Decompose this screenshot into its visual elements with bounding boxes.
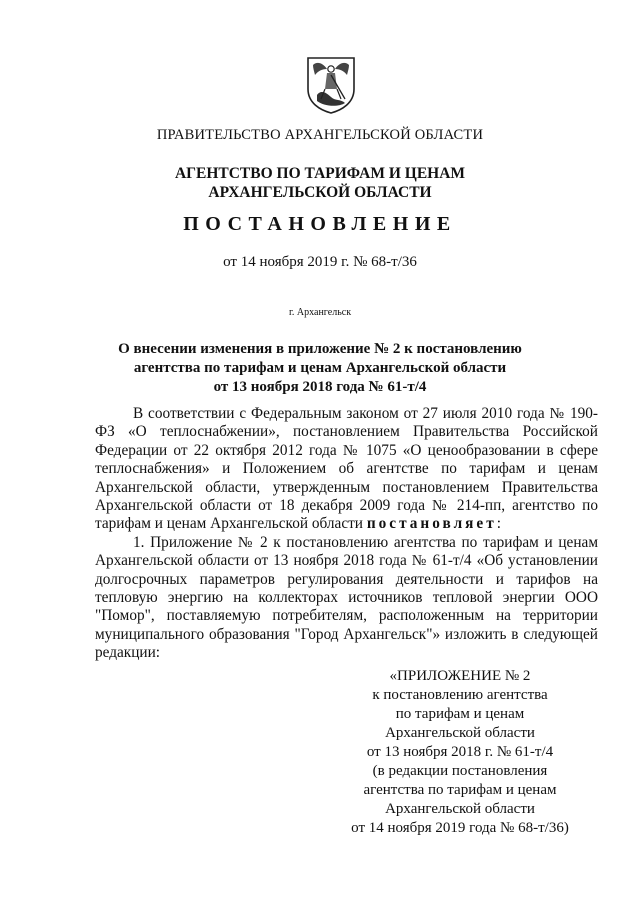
document-city: г. Архангельск [288, 307, 352, 318]
document-body [95, 405, 598, 663]
agency-name-line2: АРХАНГЕЛЬСКОЙ ОБЛАСТИ [208, 184, 432, 201]
appendix-line: от 14 ноября 2019 года № 68-т/36) [351, 820, 569, 836]
government-name: ПРАВИТЕЛЬСТВО АРХАНГЕЛЬСКОЙ ОБЛАСТИ [156, 127, 484, 143]
appendix-line: по тарифам и ценам [395, 706, 525, 722]
archangel-coat-of-arms-icon [305, 55, 357, 115]
paragraph-1-end: : [496, 515, 501, 533]
appendix-line: «ПРИЛОЖЕНИЕ № 2 [389, 668, 531, 684]
subject-line2: агентства по тарифам и ценам Архангельской области [133, 360, 507, 376]
document-subject [0, 340, 640, 397]
document-date-number: от 14 ноября 2019 г. № 68-т/36 [223, 254, 417, 270]
appendix-line: агентства по тарифам и ценам [363, 782, 557, 798]
appendix-line: (в редакции постановления [372, 763, 548, 779]
agency-name-line1: АГЕНТСТВО ПО ТАРИФАМ И ЦЕНАМ [174, 165, 466, 182]
body-paragraph-1 [95, 405, 598, 534]
appendix-header [340, 667, 580, 838]
decree-keyword: постановляет [366, 515, 497, 533]
agency-name [0, 164, 640, 202]
appendix-line: к постановлению агентства [372, 687, 548, 703]
subject-line1: О внесении изменения в приложение № 2 к постановлению [118, 341, 522, 357]
appendix-line: Архангельской области [385, 801, 535, 817]
appendix-line: Архангельской области [385, 725, 535, 741]
paragraph-1-text: В соответствии с Федеральным законом от 27 июля 2010 года № 190-ФЗ «О теплоснабжении», постановлением Правительства Российской Федерации от 22 октября 2012 года № 1075 «О ценообразовании в сфере теплоснабжения» и Положением об агентстве по тарифам и ценам Архангельской области, утвержденным постановлением Правительства Архангельской области от 18 декабря 2009 года № 214-пп, агентство по тарифам и ценам Архангельской области [95, 405, 598, 533]
appendix-line: от 13 ноября 2018 г. № 61-т/4 [366, 744, 554, 760]
subject-line3: от 13 ноября 2018 года № 61-т/4 [213, 379, 427, 395]
document-type-title: ПОСТАНОВЛЕНИЕ [183, 213, 457, 235]
body-paragraph-2: 1. Приложение № 2 к постановлению агентства по тарифам и ценам Архангельской области от 13 ноября 2018 года № 61-т/4 «Об установлении долгосрочных параметров регулирования деятельности и тарифов на тепловую энергию на коллекторах источников тепловой энергии ООО "Помор", поставляемую потребителям, расположенным на территории муниципального образования "Город Архангельск"» изложить в следующей редакции: [95, 533, 598, 662]
